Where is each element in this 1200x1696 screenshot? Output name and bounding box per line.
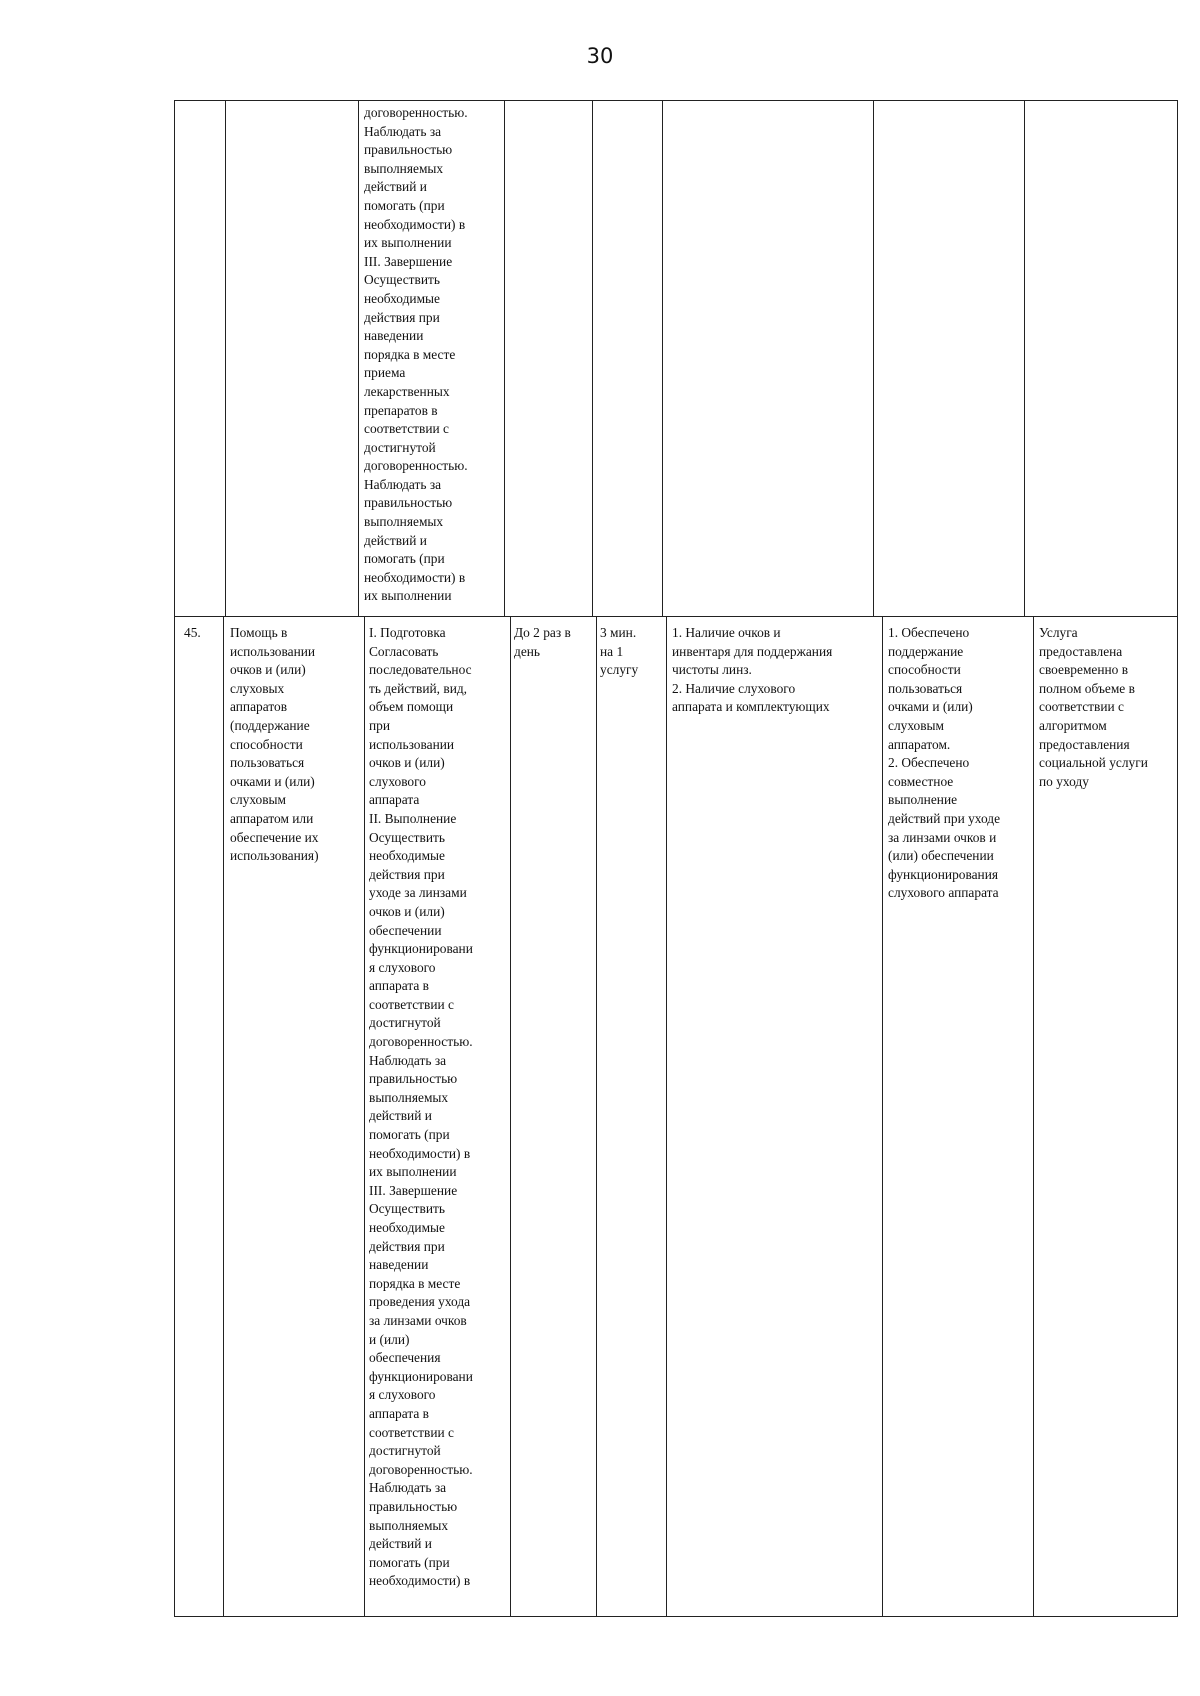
conditions-cell: 1. Наличие очков и инвентаря для поддержания чистоты линз. 2. Наличие слухового аппарата и комплектующих [672, 625, 833, 715]
column-divider [873, 100, 874, 616]
service-table [174, 100, 1178, 1617]
column-divider [504, 100, 505, 616]
column-divider [592, 100, 593, 616]
column-divider [225, 100, 226, 616]
table-border-left [174, 100, 175, 1617]
column-divider [358, 100, 359, 616]
evaluation-cell: Услуга предоставлена своевременно в полном объеме в соответствии с алгоритмом предоставления социальной услуги по уходу [1039, 625, 1148, 789]
row-number-cell: 45. [184, 625, 201, 640]
table-border-right [1177, 100, 1178, 1617]
table-border-bottom [174, 1616, 1178, 1617]
column-divider [1024, 100, 1025, 616]
column-divider [1033, 616, 1034, 1617]
column-divider [510, 616, 511, 1617]
service-description-cell: договоренностью. Наблюдать за правильностью выполняемых действий и помогать (при необходимости) в их выполнении III. Завершение Осуществить необходимые действия при наведении порядка в месте приема лекарственных препаратов в соответствии с достигнутой договоренностью. Наблюдать за правильностью выполняемых действий и помогать (при необходимости) в их выполнении [364, 105, 468, 604]
column-divider [364, 616, 365, 1617]
column-divider [666, 616, 667, 1617]
table-border-top [174, 100, 1178, 101]
column-divider [882, 616, 883, 1617]
service-description-cell: I. Подготовка Согласовать последовательнос ть действий, вид, объем помощи при использовании очков и (или) слухового аппарата II. Выполнение Осуществить необходимые действия при уходе за линзами очков и (или) обеспечении функционировани я слухового аппарата в соответствии с достигнутой договоренностью. Наблюдать за правильностью выполняемых действий и помогать (при необходимости) в их выполнении III. Завершение Осуществить необходимые действия при наведении порядка в месте проведения ухода за линзами очков и (или) обеспечения функционировани я слухового аппарата в соответствии с достигнутой договоренностью. Наблюдать за правильностью выполняемых действий и помогать (при необходимости) в [369, 625, 473, 1589]
time-cell: 3 мин. на 1 услугу [600, 625, 639, 678]
service-name-cell: Помощь в использовании очков и (или) слуховых аппаратов (поддержание способности пользоваться очками и (или) слуховым аппаратом или обеспечение их использования) [230, 625, 319, 864]
row-divider [174, 616, 1178, 617]
result-cell: 1. Обеспечено поддержание способности пользоваться очками и (или) слуховым аппаратом. 2. Обеспечено совместное выполнение действий при уходе за линзами очков и (или) обеспечении функционирования слухового аппарата [888, 625, 1001, 901]
column-divider [596, 616, 597, 1617]
page-number: 30 [586, 44, 614, 68]
frequency-cell: До 2 раз в день [514, 625, 571, 659]
column-divider [662, 100, 663, 616]
column-divider [223, 616, 224, 1617]
